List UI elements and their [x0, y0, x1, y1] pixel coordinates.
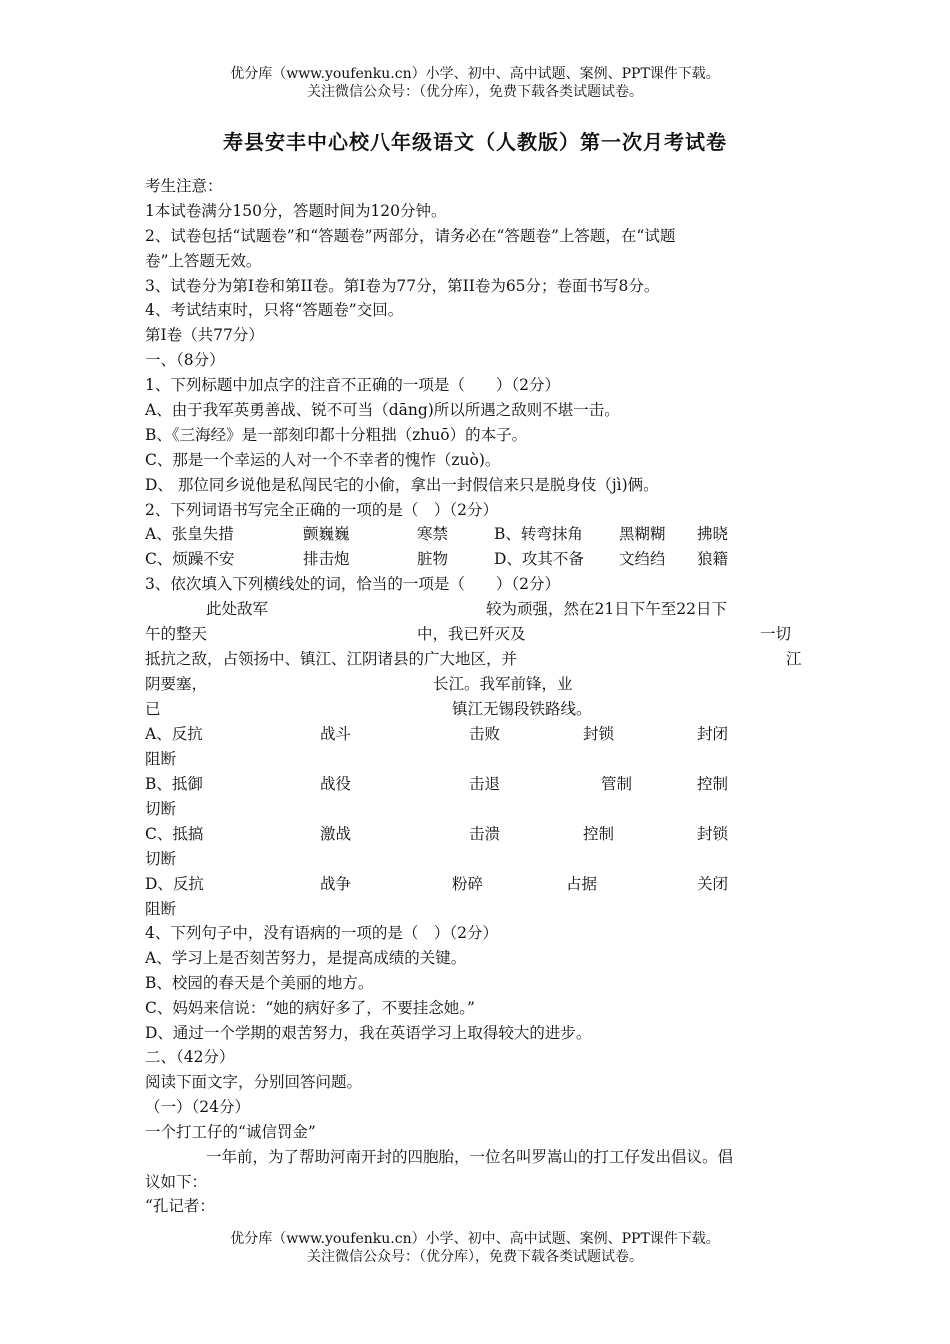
q3-passage-1b: 较为顽强，然在21日下午至22日下 — [486, 600, 727, 618]
note-4: 4、考试结束时，只将“答题卷”交回。 — [145, 301, 404, 319]
article-title: 一个打工仔的“诚信罚金” — [145, 1123, 316, 1141]
q3-optA-w1: A、反抗 — [145, 725, 203, 743]
q3-passage-4b: 长江。我军前锋，业 — [433, 675, 573, 693]
note-3: 3、试卷分为第I卷和第II卷。第I卷为77分，第II卷为65分；卷面书写8分。 — [145, 277, 660, 295]
q3-optB-tail: 切断 — [145, 800, 177, 818]
q1-stem: 1、下列标题中加点字的注音不正确的一项是（ ）（2分） — [145, 376, 560, 394]
footer-line-2: 关注微信公众号：（优分库），免费下载各类试题试卷。 — [307, 1249, 643, 1265]
reading-instruction: 阅读下面文字，分别回答问题。 — [145, 1073, 363, 1091]
q3-optC-w5: 封锁 — [697, 825, 729, 843]
q4-option-b: B、校园的春天是个美丽的地方。 — [145, 974, 374, 992]
q3-optA-w2: 战斗 — [320, 725, 352, 743]
q2-r2-w2: 排击炮 — [303, 550, 350, 568]
note-2b: 卷”上答题无效。 — [145, 252, 262, 270]
q3-optC-tail: 切断 — [145, 850, 177, 868]
section-2-heading: 二、（42分） — [145, 1048, 235, 1066]
q2-r2-w4: D、攻其不备 — [494, 550, 584, 568]
q4-stem: 4、下列句子中，没有语病的一项的是（ ）（2分） — [145, 924, 498, 942]
q3-passage-4a: 阴要塞， — [145, 675, 208, 693]
q4-option-a: A、学习上是否刻苦努力，是提高成绩的关键。 — [145, 949, 467, 967]
q3-optA-w3: 击败 — [469, 725, 501, 743]
q3-optD-w2: 战争 — [320, 875, 352, 893]
q2-r1-w2: 颤巍巍 — [303, 525, 350, 543]
q4-option-d: D、通过一个学期的艰苦努力，我在英语学习上取得较大的进步。 — [145, 1024, 592, 1042]
q3-passage-3a: 抵抗之敌，占领扬中、镇江、江阴诸县的广大地区，并 — [145, 650, 518, 668]
q3-optC-w4: 控制 — [583, 825, 615, 843]
q3-optD-w3: 粉碎 — [452, 875, 484, 893]
q3-optA-tail: 阻断 — [145, 750, 177, 768]
q3-stem: 3、依次填入下列横线处的词，恰当的一项是（ ）（2分） — [145, 575, 560, 593]
q3-optA-w5: 封闭 — [697, 725, 729, 743]
q3-optD-w1: D、反抗 — [145, 875, 204, 893]
q3-optB-w5: 控制 — [697, 775, 729, 793]
q3-optC-w2: 激战 — [320, 825, 352, 843]
q2-r2-w1: C、烦躁不安 — [145, 550, 235, 568]
header-line-1: 优分库（www.youfenku.cn）小学、初中、高中试题、案例、PPT课件下载。 — [230, 66, 720, 82]
q2-r1-w1: A、张皇失措 — [145, 525, 234, 543]
article-quote-start: “孔记者： — [145, 1197, 215, 1215]
q2-r1-w4: B、转弯抹角 — [494, 525, 583, 543]
q3-passage-1a: 此处敌军 — [206, 600, 269, 618]
notes-heading: 考生注意： — [145, 177, 223, 195]
q1-option-a: A、由于我军英勇善战、锐不可当（dāng)所以所遇之敌则不堪一击。 — [145, 401, 620, 419]
q1-option-d: D、 那位同乡说他是私闯民宅的小偷，拿出一封假信来只是脱身伎（jì)俩。 — [145, 476, 659, 494]
q3-optC-w1: C、抵搞 — [145, 825, 204, 843]
subsection-1-heading: （一）（24分） — [145, 1098, 250, 1116]
q1-option-c: C、那是一个幸运的人对一个不幸者的愧怍（zuò)。 — [145, 451, 501, 469]
header-line-2: 关注微信公众号：（优分库），免费下载各类试题试卷。 — [307, 84, 643, 100]
note-2a: 2、试卷包括“试题卷”和“答题卷”两部分，请务必在“答题卷”上答题，在“试题 — [145, 227, 676, 245]
article-paragraph-1a: 一年前，为了帮助河南开封的四胞胎，一位名叫罗嵩山的打工仔发出倡议。倡 — [206, 1148, 734, 1166]
q3-optB-w1: B、抵御 — [145, 775, 203, 793]
q2-r2-w3: 脏物 — [417, 550, 449, 568]
section-1-heading: 一、（8分） — [145, 351, 225, 369]
q2-stem: 2、下列词语书写完全正确的一项的是（ ）（2分） — [145, 501, 498, 519]
q2-r1-w6: 拂晓 — [697, 525, 729, 543]
q3-optD-w4: 占据 — [566, 875, 598, 893]
q3-optD-w5: 关闭 — [697, 875, 729, 893]
article-paragraph-1b: 议如下： — [145, 1173, 208, 1191]
q3-optD-tail: 阻断 — [145, 900, 177, 918]
q2-r1-w5: 黑糊糊 — [619, 525, 666, 543]
q3-optC-w3: 击溃 — [469, 825, 501, 843]
q3-passage-3b: 江 — [786, 650, 802, 668]
q2-r1-w3: 寒禁 — [417, 525, 449, 543]
q3-passage-5a: 已 — [145, 700, 161, 718]
q3-passage-2c: 一切 — [760, 625, 792, 643]
q4-option-c: C、妈妈来信说：“她的病好多了，不要挂念她。” — [145, 999, 475, 1017]
q3-passage-2b: 中，我已歼灭及 — [417, 625, 526, 643]
q3-passage-2a: 午的整天 — [145, 625, 208, 643]
note-1: 1本试卷满分150分，答题时间为120分钟。 — [145, 202, 447, 220]
q3-optB-w3: 击退 — [469, 775, 501, 793]
footer-line-1: 优分库（www.youfenku.cn）小学、初中、高中试题、案例、PPT课件下载。 — [230, 1231, 720, 1247]
page-title: 寿县安丰中心校八年级语文（人教版）第一次月考试卷 — [223, 130, 727, 154]
q3-optA-w4: 封锁 — [583, 725, 615, 743]
part-1-heading: 第I卷（共77分） — [145, 326, 264, 344]
q2-r2-w5: 文绉绉 — [619, 550, 666, 568]
q3-passage-5b: 镇江无锡段铁路线。 — [452, 700, 592, 718]
q3-optB-w4: 管制 — [601, 775, 633, 793]
q2-r2-w6: 狼籍 — [697, 550, 729, 568]
q1-option-b: B、《三海经》是一部刻印都十分粗拙（zhuō）的本子。 — [145, 426, 528, 444]
q3-optB-w2: 战役 — [320, 775, 352, 793]
